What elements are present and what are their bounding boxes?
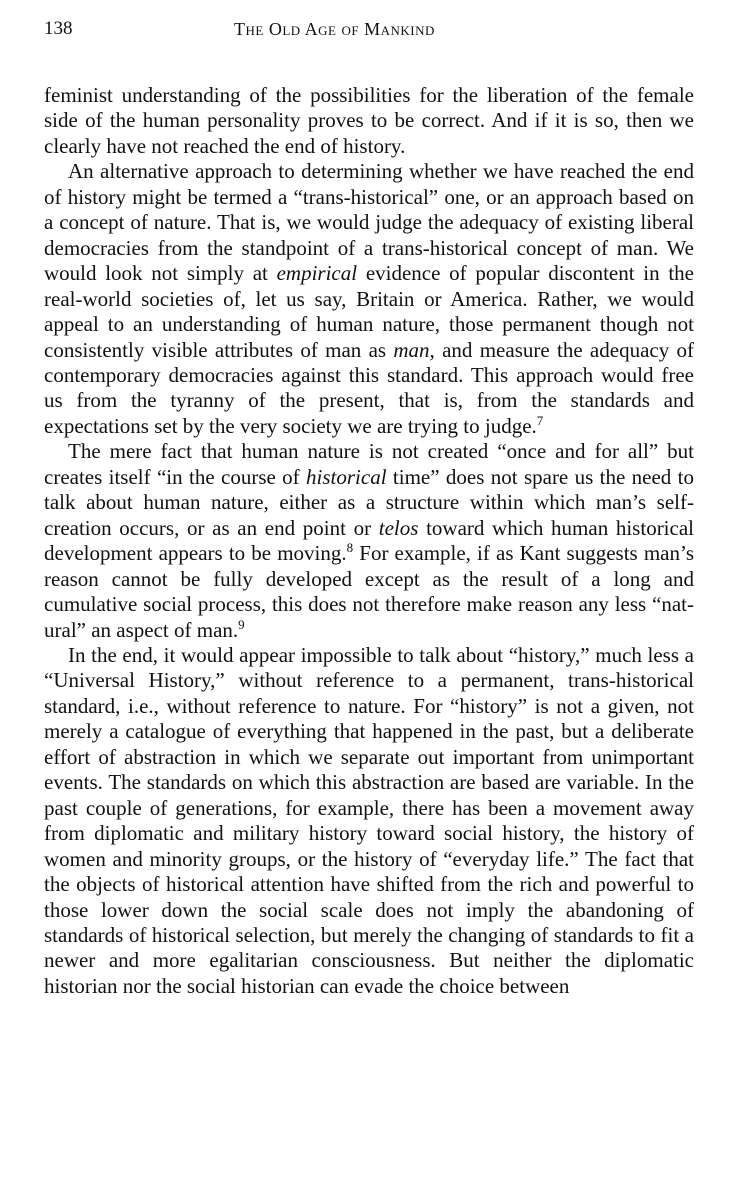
text-run: toward which human historical development appears to be moving. (44, 515, 694, 566)
italic-text: empirical (276, 261, 358, 286)
body-text (44, 83, 694, 999)
italic-text: telos (378, 515, 419, 540)
text-run: and measure the adequacy of contemporary democracies against this standard. This approach would free us from the tyranny of the present, that is, from the standards and expectations set by the very society we are trying to judge. (44, 337, 695, 438)
text-run: evidence of popular discontent in the real-world societies of, let us say, Britain or America. Rather, we would appeal to an understanding of human nature, those permanent though not consistently visible attributes of man as (44, 261, 694, 362)
italic-text: man, (393, 337, 435, 362)
paragraph (44, 159, 694, 439)
footnote-marker: 7 (536, 412, 544, 428)
text-run: time” does not spare us the need to talk about human nature, either as a structure within which man’s self-creation occurs, or as an end point or (44, 464, 694, 540)
footnote-marker: 8 (346, 540, 354, 556)
paragraph (44, 83, 694, 159)
text-run: An alternative approach to determining whether we have reached the end of history might be termed a “trans-historical” one, or an approach based on a concept of nature. That is, we would judge the adequacy of existing liberal democracies from the standpoint of a trans-historical concept of man. We would look not simply at (44, 159, 694, 286)
page-number: 138 (44, 18, 73, 39)
footnote-marker: 9 (238, 616, 245, 632)
running-head (44, 16, 694, 46)
text-run: For example, if as Kant suggests man’s reason cannot be fully developed except as the result of a long and cumulative social process, this does not therefore make reason any less “natural” an aspect of man. (44, 541, 694, 642)
running-title: The Old Age of Mankind (234, 19, 435, 39)
book-page (44, 16, 694, 999)
text-run: In the end, it would appear impossible to talk about “history,” much less a “Universal History,” without reference to a permanent, trans-historical standard, i.e., without reference to nature. For “history” is not a given, not merely a catalogue of everything that happened in the past, but a deliberate effort of abstraction in which we separate out important from unimportant events. The standards on which this abstraction are based are variable. In the past couple of generations, for example, there has been a movement away from diplomatic and military history toward social history, the history of women and minority groups, or the history of “everyday life.” The fact that the objects of historical attention have shifted from the rich and powerful to those lower down the social scale does not imply the abandoning of standards of historical selection, but merely the changing of standards to fit a newer and more egalitarian consciousness. But neither the diplomatic historian nor the social historian can evade the choice between (44, 642, 694, 998)
text-run: The mere fact that human nature is not created “once and for all” but creates itself “in the course of (44, 439, 694, 489)
paragraph (44, 439, 694, 643)
italic-text: historical (306, 464, 387, 489)
text-run: feminist understanding of the possibilities for the liberation of the female side of the human personality proves to be correct. And if it is so, then we clearly have not reached the end of history. (44, 83, 694, 158)
paragraph (44, 643, 694, 999)
